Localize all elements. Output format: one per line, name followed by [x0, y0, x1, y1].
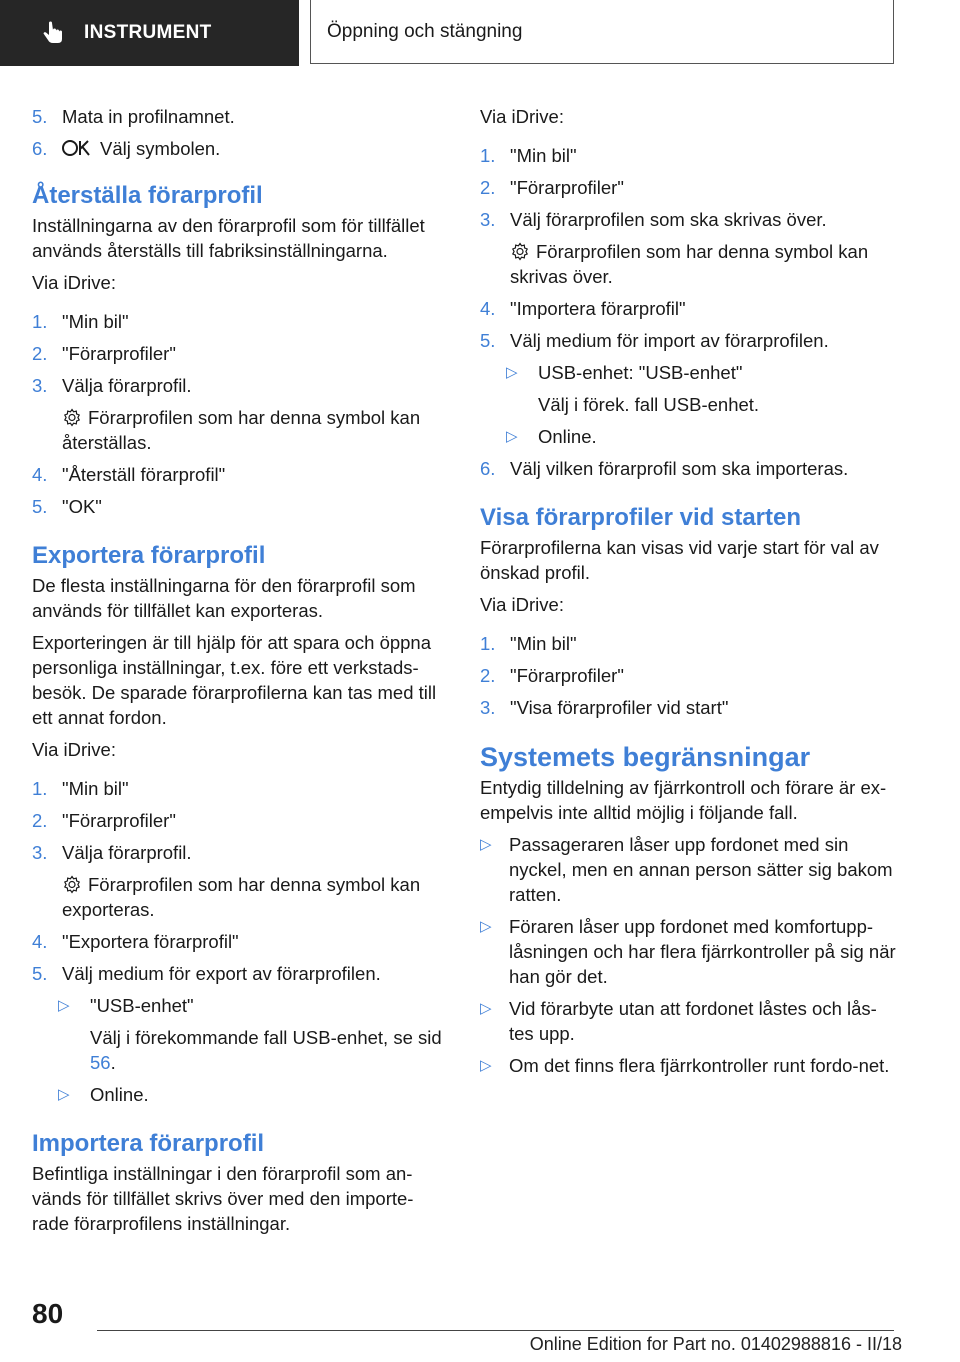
- hand-icon: [40, 20, 66, 46]
- list-item: 3. "Visa förarprofiler vid start": [480, 697, 729, 718]
- bullet-item: ▷ Om det finns flera fjärrkontroller runt fordo-net.: [480, 1055, 890, 1076]
- heading-reset: Återställa förarprofil: [32, 182, 263, 209]
- triangle-bullet-icon: ▷: [480, 836, 492, 853]
- triangle-bullet-icon: ▷: [506, 428, 518, 445]
- list-item: 6. Välj vilken förarprofil som ska importeras.: [480, 458, 849, 479]
- triangle-bullet-icon: ▷: [480, 1000, 492, 1017]
- list-item: 1. "Min bil": [32, 311, 129, 332]
- edition-text: Online Edition for Part no. 01402988816 - II/18: [529, 1334, 902, 1354]
- list-item: 2. "Förarprofiler": [32, 343, 176, 364]
- list-item: 2. "Förarprofiler": [480, 177, 624, 198]
- bullet-item: ▷ Online.: [58, 1084, 149, 1105]
- gear-icon: [62, 408, 82, 428]
- chapter-label: Öppning och stängning: [327, 20, 523, 42]
- bullet-item: ▷ Online.: [506, 426, 597, 447]
- via-idrive: Via iDrive:: [32, 739, 116, 760]
- paragraph: Befintliga inställningar i den förarprofil som an-vänds för tillfället skrivs över med den importe-rade förarprofilens inställningar.: [32, 1163, 414, 1234]
- list-item: 6. Välj symbolen.: [32, 138, 221, 159]
- list-item: 3. Välj förarprofilen som ska skrivas över.: [480, 209, 827, 230]
- triangle-bullet-icon: ▷: [480, 918, 492, 935]
- section-label: INSTRUMENT: [84, 22, 212, 43]
- list-item: 2. "Förarprofiler": [480, 665, 624, 686]
- gear-icon: [510, 242, 530, 262]
- footer-divider: [97, 1330, 894, 1331]
- list-item: 5. "OK": [32, 496, 102, 517]
- paragraph: Inställningarna av den förarprofil som för tillfället används återställs till fabriksinställningarna.: [32, 215, 425, 261]
- left-column: [32, 100, 444, 1236]
- list-item: 4. "Importera förarprofil": [480, 298, 686, 319]
- via-idrive: Via iDrive:: [32, 272, 116, 293]
- paragraph: Exporteringen är till hjälp för att spara och öppna personliga inställningar, t.ex. före ett verkstads-besök. De sparade förarprofilerna kan tas med till ett annat fordon.: [32, 632, 437, 728]
- heading-limitations: Systemets begränsningar: [480, 742, 811, 772]
- heading-show-profiles: Visa förarprofiler vid starten: [480, 504, 801, 531]
- bullet-item: ▷ "USB-enhet": [58, 995, 194, 1016]
- bullet-item: ▷ Föraren låser upp fordonet med komfortupp-låsningen och har flera fjärrkontroller på sig när han gör det.: [480, 916, 896, 987]
- list-item: 4. "Återställ förarprofil": [32, 464, 226, 485]
- triangle-bullet-icon: ▷: [58, 1086, 70, 1103]
- section-tab: [0, 0, 299, 66]
- page-number: 80: [32, 1298, 64, 1329]
- bullet-subtext: Välj i förek. fall USB-enhet.: [538, 394, 760, 415]
- note: Förarprofilen som har denna symbol kan återställas.: [62, 407, 421, 453]
- paragraph: Entydig tilldelning av fjärrkontroll och förare är ex-empelvis inte alltid möjlig i följande fall.: [480, 777, 887, 823]
- heading-import: Importera förarprofil: [32, 1130, 265, 1157]
- bullet-item: ▷ Passageraren låser upp fordonet med sin nyckel, men en annan person sätter sig bakom ratten.: [480, 834, 893, 905]
- ok-icon: [62, 139, 92, 157]
- list-item: 1. "Min bil": [480, 145, 577, 166]
- list-item: 3. Välja förarprofil.: [32, 842, 192, 863]
- list-item: 2. "Förarprofiler": [32, 810, 176, 831]
- list-item: 5. Välj medium för import av förarprofilen.: [480, 330, 829, 351]
- right-column: [480, 100, 898, 1078]
- list-item: 5. Välj medium för export av förarprofilen.: [32, 963, 381, 984]
- heading-export: Exportera förarprofil: [32, 542, 266, 569]
- chapter-tab: [310, 0, 894, 64]
- list-item: 1. "Min bil": [480, 633, 577, 654]
- note: Förarprofilen som har denna symbol kan exporteras.: [62, 874, 421, 920]
- list-item: 4. "Exportera förarprofil": [32, 931, 239, 952]
- bullet-item: ▷ USB-enhet: "USB-enhet": [506, 362, 743, 383]
- paragraph: De flesta inställningarna för den förarprofil som används för tillfället kan exporteras.: [32, 575, 416, 621]
- note: Förarprofilen som har denna symbol kan skrivas över.: [510, 241, 869, 287]
- triangle-bullet-icon: ▷: [58, 997, 70, 1014]
- bullet-subtext: Välj i förekommande fall USB-enhet, se sid 56.: [90, 1027, 442, 1073]
- list-item: 5. Mata in profilnamnet.: [32, 106, 235, 127]
- page-link[interactable]: 56: [90, 1052, 111, 1073]
- list-item: 3. Välja förarprofil.: [32, 375, 192, 396]
- triangle-bullet-icon: ▷: [480, 1057, 492, 1074]
- gear-icon: [62, 875, 82, 895]
- via-idrive: Via iDrive:: [480, 594, 564, 615]
- list-item: 1. "Min bil": [32, 778, 129, 799]
- paragraph: Förarprofilerna kan visas vid varje start för val av önskad profil.: [480, 537, 879, 583]
- via-idrive: Via iDrive:: [480, 106, 564, 127]
- bullet-item: ▷ Vid förarbyte utan att fordonet låstes och lås-tes upp.: [480, 998, 877, 1044]
- page-header: [0, 0, 960, 66]
- triangle-bullet-icon: ▷: [506, 364, 518, 381]
